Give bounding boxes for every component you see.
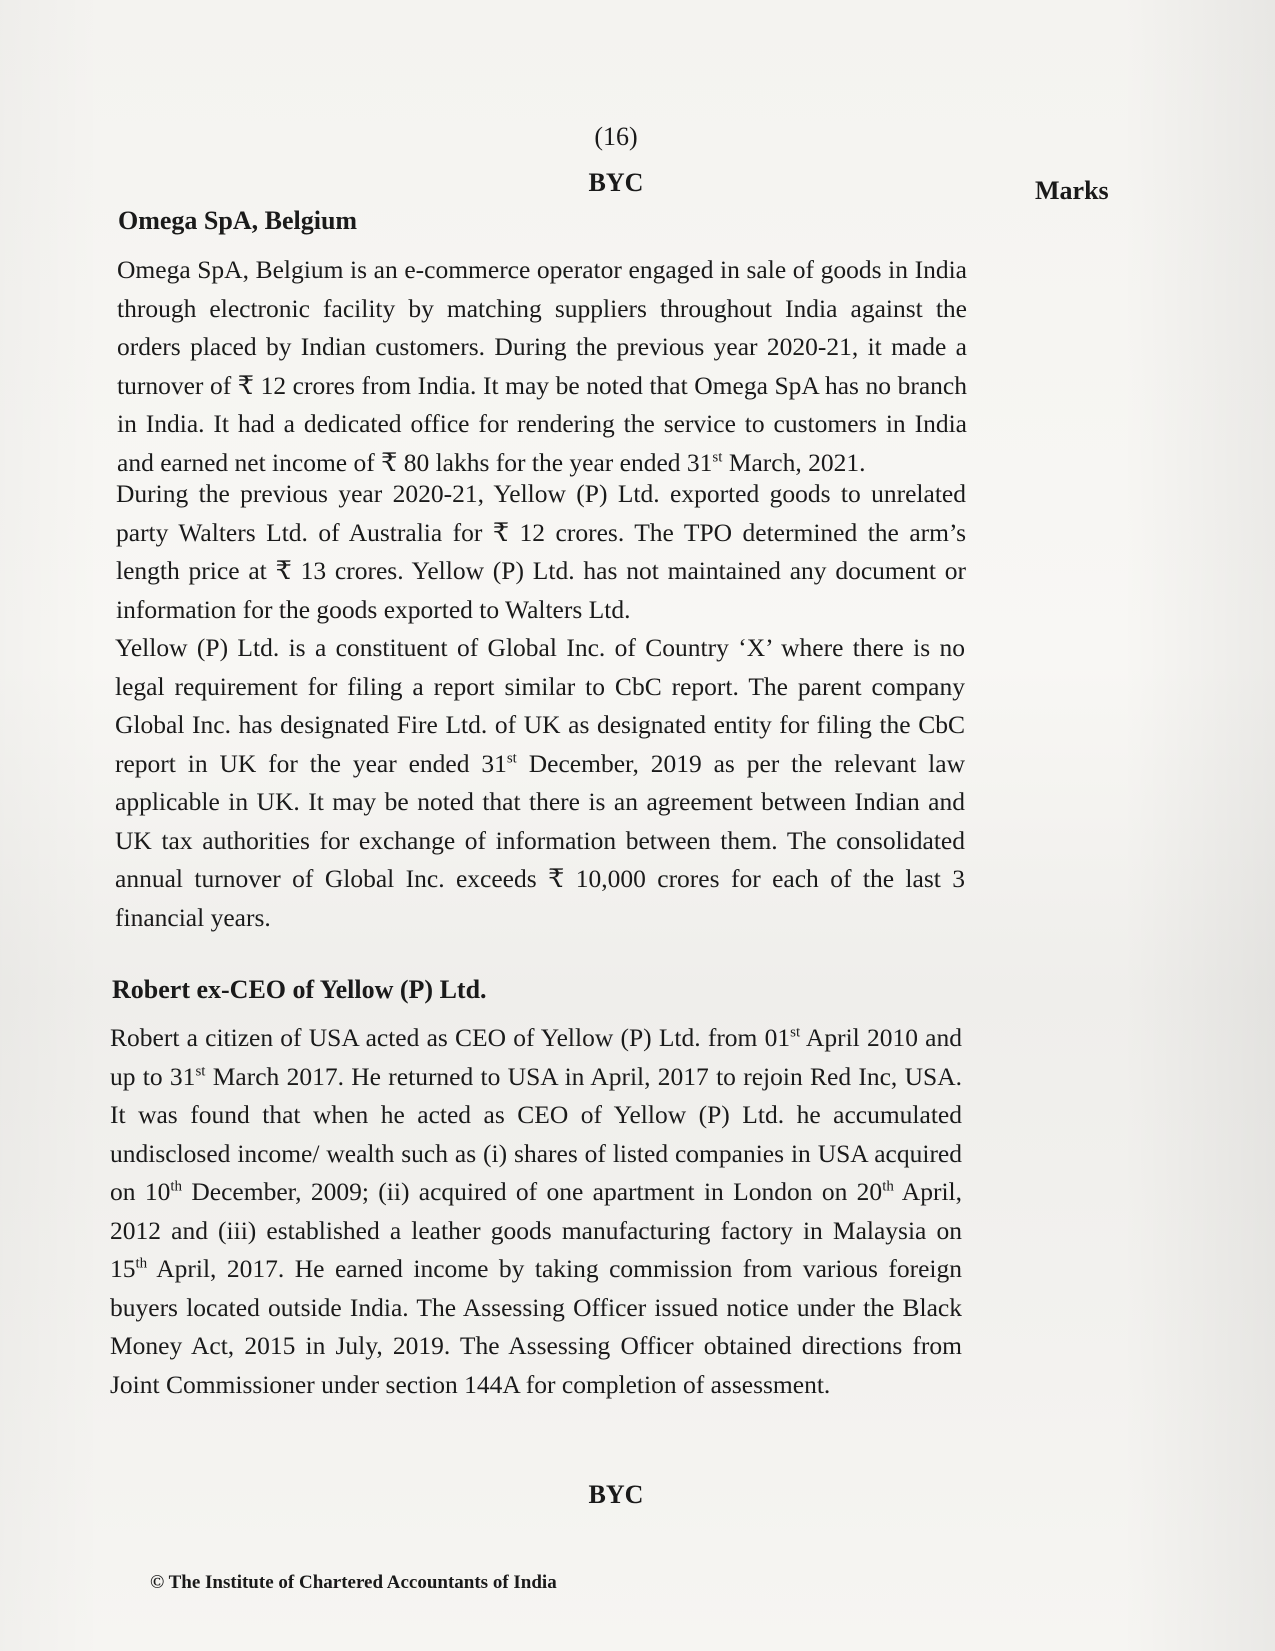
section-title-omega: Omega SpA, Belgium [118,206,358,235]
superscript: st [712,449,723,465]
robert-text-5: April, 2012 and (iii) established a leather goods manufacturing factory in Malaysia on 15 [110,1177,963,1283]
page-number: (16) [594,122,638,151]
superscript: th [882,1178,894,1195]
omega-paragraph-1-text: Omega SpA, Belgium is an e-commerce operator engaged in sale of goods in India through electronic facility by matching suppliers throughout India against the orders placed by Indian customers. During the previous year 2020-21, it made a turnover of ₹ 12 crores from India. It may be noted that Omega SpA has no branch in India. It had a dedicated office for rendering the service to customers in India and earned net income of ₹ 80 lakhs for the year ended 31 [117,255,967,477]
superscript: st [506,750,517,766]
robert-text-1: Robert a citizen of USA acted as CEO of Yellow (P) Ltd. from 01 [110,1023,791,1052]
omega-paragraph-3-end: December, 2019 as per the relevant law applicable in UK. It may be noted that there is an agreement between Indian and UK tax authorities for exchange of information between them. The consolidated annual turnover of Global Inc. exceeds ₹ 10,000 crores for each of the last 3 financial years. [115,748,965,932]
omega-paragraph-1-end: March, 2021. [722,447,866,477]
superscript: th [170,1178,183,1195]
paper-code-footer: BYC [588,1480,644,1509]
robert-text-2: April 2010 and up to 31 [110,1023,962,1091]
omega-paragraph-1 [117,251,967,482]
section-title-robert: Robert ex-CEO of Yellow (P) Ltd. [112,975,487,1004]
superscript: st [790,1024,801,1041]
robert-text-6: April, 2017. He earned income by taking commission from various foreign buyers located outside India. The Assessing Officer issued notice under the Black Money Act, 2015 in July, 2019. The Assessing Officer obtained directions from Joint Commissioner under section 144A for completion of assessment. [110,1254,962,1399]
robert-text-4: December, 2009; (ii) acquired of one apartment in London on 20 [182,1177,883,1206]
marks-label: Marks [1035,176,1109,205]
omega-paragraph-3-text: Yellow (P) Ltd. is a constituent of Global Inc. of Country ‘X’ where there is no legal requirement for filing a report similar to CbC report. The parent company Global Inc. has designated Fire Ltd. of UK as designated entity for filing the CbC report in UK for the year ended 31 [115,633,965,778]
robert-paragraph [110,1019,962,1404]
omega-paragraph-3 [115,629,965,937]
superscript: th [135,1255,148,1272]
superscript: st [195,1063,206,1079]
robert-text-3: March 2017. He returned to USA in April, 2017 to rejoin Red Inc, USA. It was found that when he acted as CEO of Yellow (P) Ltd. he accumulated undisclosed income/ wealth such as (i) shares of listed companies in USA acquired on 10 [110,1061,962,1206]
copyright-notice: © The Institute of Chartered Accountants of India [150,1572,557,1593]
paper-code-header: BYC [588,168,644,197]
omega-paragraph-2: During the previous year 2020-21, Yellow (P) Ltd. exported goods to unrelated party Walters Ltd. of Australia for ₹ 12 crores. The TPO determined the arm’s length price at ₹ 13 crores. Yellow (P) Ltd. has not maintained any document or information for the goods exported to Walters Ltd. [116,479,966,624]
